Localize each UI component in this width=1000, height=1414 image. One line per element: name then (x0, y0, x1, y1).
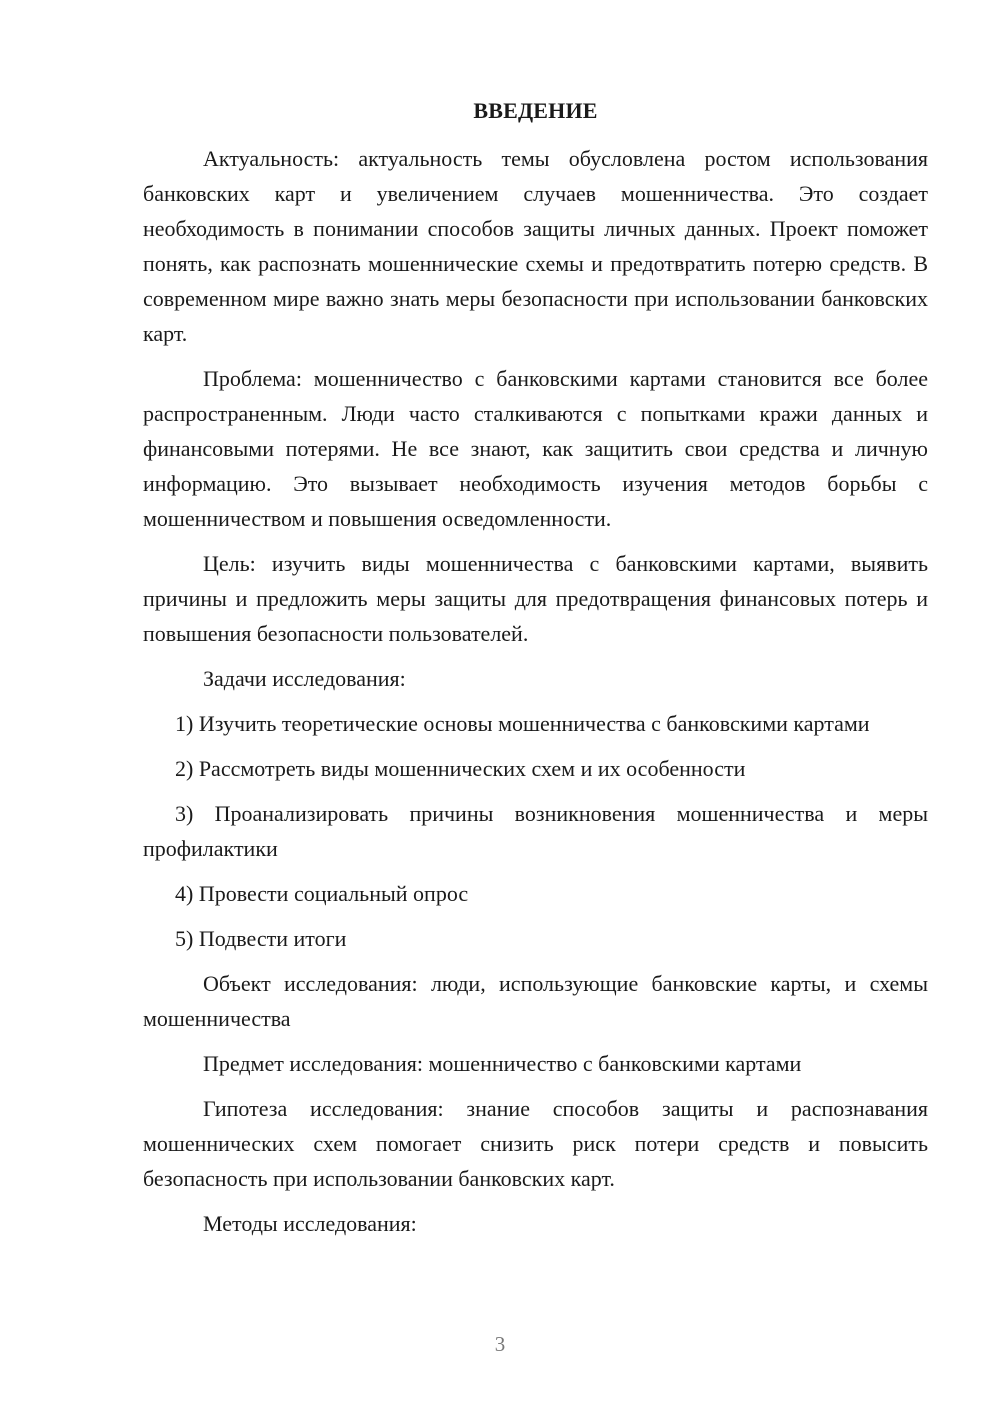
subject-paragraph: Предмет исследования: мошенничество с банковскими картами (203, 1051, 802, 1076)
methods-heading: Методы исследования: (203, 1211, 417, 1236)
task-item: 5) Подвести итоги (175, 926, 347, 951)
hypothesis-paragraph: Гипотеза исследования: знание способов защиты и распознавания мошеннических схем помогает снизить риск потери средств и повысить безопасность при использовании банковских карт. (143, 1096, 928, 1191)
relevance-paragraph: Актуальность: актуальность темы обусловлена ростом использования банковских карт и увеличением случаев мошенничества. Это создает необходимость в понимании способов защиты личных данных. Проект поможет понять, как распознать мошеннические схемы и предотвратить потерю средств. В современном мире важно знать меры безопасности при использовании банковских карт. (143, 146, 928, 346)
task-item: 2) Рассмотреть виды мошеннических схем и их особенности (175, 756, 746, 781)
tasks-heading: Задачи исследования: (203, 666, 406, 691)
tasks-list (143, 706, 928, 956)
section-title: ВВЕДЕНИЕ (473, 98, 598, 123)
goal-paragraph: Цель: изучить виды мошенничества с банковскими картами, выявить причины и предложить меры защиты для предотвращения финансовых потерь и повышения безопасности пользователей. (143, 551, 928, 646)
document-page (143, 96, 928, 1251)
task-item: 1) Изучить теоретические основы мошенничества с банковскими картами (175, 711, 870, 736)
problem-paragraph: Проблема: мошенничество с банковскими картами становится все более распространенным. Люди часто сталкиваются с попытками кражи данных и финансовыми потерями. Не все знают, как защитить свои средства и личную информацию. Это вызывает необходимость изучения методов борьбы с мошенничеством и повышения осведомленности. (143, 366, 928, 531)
object-paragraph: Объект исследования: люди, использующие банковские карты, и схемы мошенничества (143, 971, 928, 1031)
task-item: 3) Проанализировать причины возникновения мошенничества и меры профилактики (143, 801, 928, 861)
page-number: 3 (494, 1332, 506, 1356)
task-item: 4) Провести социальный опрос (175, 881, 469, 906)
